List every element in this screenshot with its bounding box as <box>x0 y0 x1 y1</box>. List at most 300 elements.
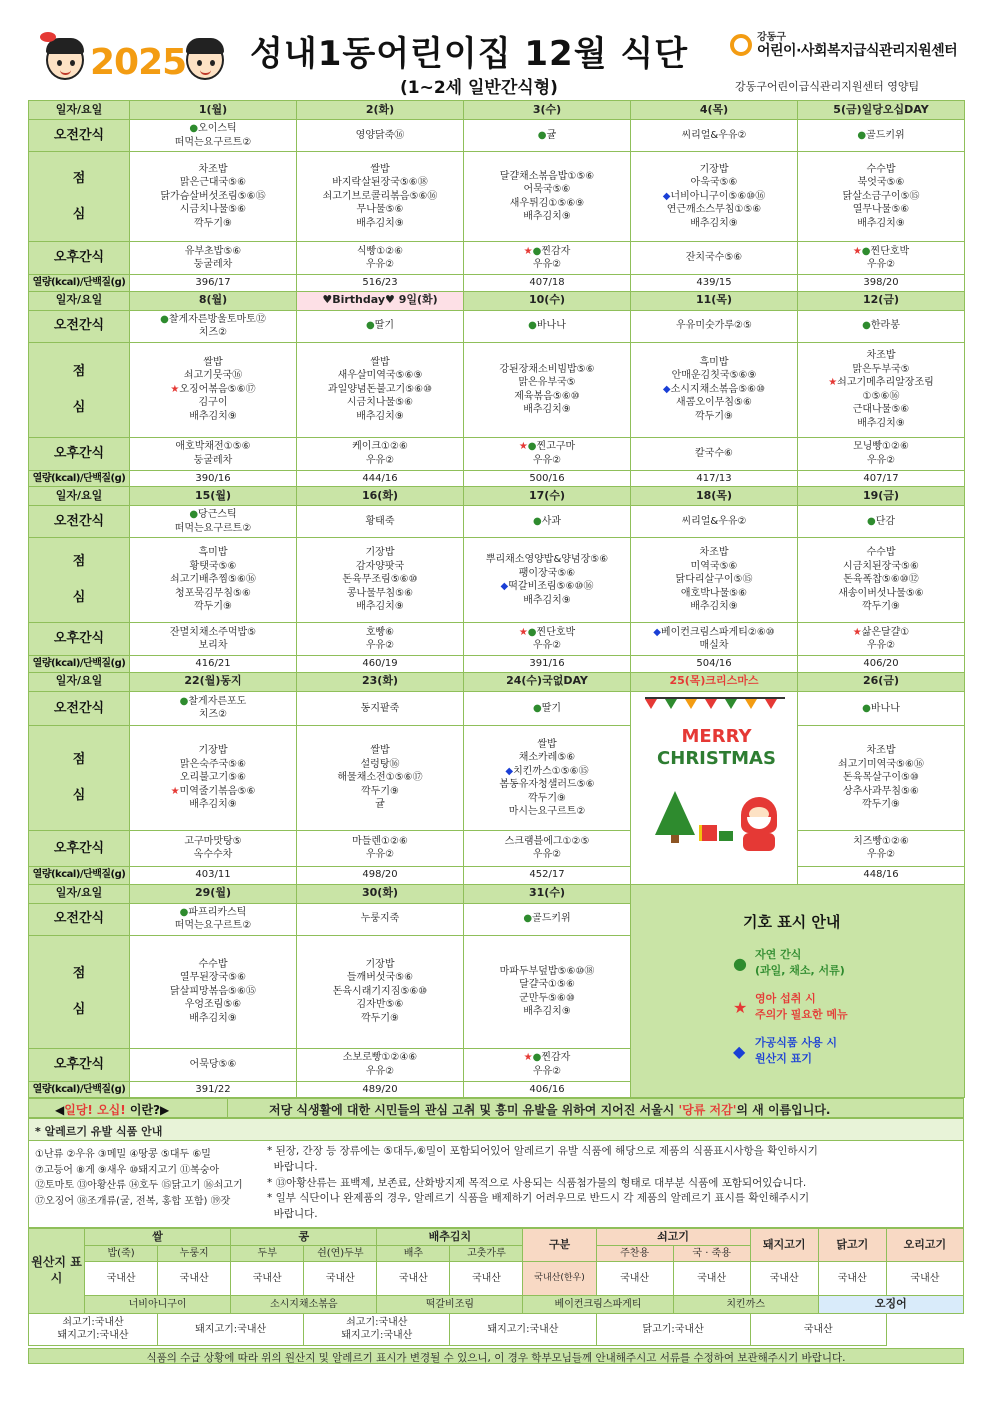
date-label: 일자/요일 <box>29 884 130 903</box>
menu-line: 떠먹는요구르트② <box>174 522 252 534</box>
menu-line: 깍두기⑨ <box>862 601 900 613</box>
menu-line: 떠먹는요구르트② <box>174 920 252 931</box>
menu-line: 기장밥 <box>198 745 228 757</box>
diamond-icon: ◆ <box>662 383 671 395</box>
menu-cell <box>798 506 965 538</box>
menu-line: ●단감 <box>866 515 896 527</box>
lunch-row <box>29 152 965 242</box>
christmas-tree-icon <box>655 791 695 835</box>
kcal-cell: 403/11 <box>130 866 297 884</box>
pm-snack-row <box>29 623 965 656</box>
menu-line: 씨리얼&우유② <box>681 515 747 527</box>
origin-value: 국내산 <box>304 1262 377 1296</box>
menu-line: ★미역줄기볶음⑤⑥ <box>170 785 256 797</box>
menu-line: 돈육시래기지짐⑤⑥⑩ <box>332 985 428 997</box>
origin-line: 쇠고기:국내산 <box>62 1317 124 1329</box>
menu-cell <box>631 152 798 242</box>
menu-cell <box>798 691 965 726</box>
menu-line: 떠먹는요구르트② <box>174 136 252 148</box>
menu-line: 호빵⑥ <box>365 626 395 638</box>
origin-value: 국내산 <box>231 1262 304 1296</box>
menu-line: ●딸기 <box>365 320 395 332</box>
menu-cell <box>631 342 798 437</box>
menu-cell <box>130 242 297 275</box>
menu-cell <box>464 242 631 275</box>
kcal-cell: 407/17 <box>798 470 965 487</box>
legend-box <box>631 884 965 1098</box>
dot-icon: ● <box>160 313 169 325</box>
menu-cell <box>297 538 464 623</box>
menu-line: 새송이버섯나물⑤⑥ <box>838 587 924 599</box>
menu-line: 배추김치⑨ <box>523 211 571 222</box>
menu-line: ●바나나 <box>862 702 900 714</box>
menu-line: 제육볶음⑤⑥⑩ <box>514 390 580 402</box>
star-icon: ★ <box>518 626 528 638</box>
diamond-icon: ◆ <box>505 765 514 777</box>
dot-icon: ● <box>857 129 867 141</box>
menu-line: ★●찐단호박 <box>518 626 576 638</box>
date-cell: 16(화) <box>297 487 464 506</box>
menu-line: 배추김치⑨ <box>356 601 404 613</box>
date-cell: 24(수)국없DAY <box>464 672 631 691</box>
lunch-label <box>29 152 130 242</box>
lunch-label <box>29 538 130 623</box>
date-cell: 17(수) <box>464 487 631 506</box>
kcal-cell: 439/15 <box>631 275 798 292</box>
star-icon: ★ <box>828 377 838 388</box>
menu-line: 배추김치⑨ <box>857 417 905 429</box>
menu-cell <box>798 623 965 656</box>
menu-cell <box>464 538 631 623</box>
menu-cell <box>130 506 297 538</box>
dot-icon: ● <box>532 1052 542 1063</box>
menu-line: 배추김치⑨ <box>189 1012 237 1024</box>
dot-icon: ● <box>179 906 189 918</box>
origin-label: 원산지 표시 <box>29 1229 85 1314</box>
am-label: 오전간식 <box>29 310 130 342</box>
menu-line: ◆떡갈비조림⑤⑥⑩⑯ <box>500 581 594 592</box>
menu-cell <box>297 506 464 538</box>
menu-cell <box>130 310 297 342</box>
origin-item: 소시지채소볶음 <box>231 1296 377 1313</box>
menu-cell <box>798 152 965 242</box>
origin-sub: 국 · 죽용 <box>673 1246 750 1262</box>
origin-value: 국내산 <box>450 1262 523 1296</box>
origin-value: 국내산 <box>750 1262 818 1296</box>
menu-line: ●골드키위 <box>857 129 905 141</box>
menu-line: 돈육폭찹⑤⑥⑩⑫ <box>843 574 919 586</box>
menu-line: 배추김치⑨ <box>356 217 404 229</box>
menu-line: 김자반⑤⑥ <box>356 999 404 1011</box>
allergy-line: ⑫토마토 ⑬아황산류 ⑭호두 ⑮닭고기 ⑯쇠고기 <box>35 1180 243 1191</box>
menu-line: 우유② <box>365 259 395 270</box>
menu-line: 우유② <box>365 1065 395 1077</box>
dot-icon: ● <box>537 129 547 141</box>
menu-line: 시금치나물⑤⑥ <box>179 204 247 216</box>
dot-icon: ● <box>179 695 189 707</box>
menu-cell <box>631 437 798 470</box>
menu-line: 쌀밥 <box>203 356 223 368</box>
origin-value: 국내산 <box>85 1262 158 1296</box>
dot-icon: ● <box>862 320 871 332</box>
menu-line: 차조밥 <box>699 547 729 559</box>
menu-line: ★●찐감자 <box>523 1052 571 1063</box>
menu-line: 마들렌①②⑥ <box>352 835 408 847</box>
menu-line: 보리차 <box>198 640 228 651</box>
origin-sub: 밥(죽) <box>85 1246 158 1262</box>
dot-icon: ● <box>365 320 375 332</box>
origin-line: 쇠고기:국내산 <box>346 1317 408 1329</box>
menu-line: 쇠고기뭇국⑯ <box>183 370 243 382</box>
origin-item-value <box>304 1313 450 1345</box>
kcal-cell: 500/16 <box>464 470 631 487</box>
origin-item-value <box>450 1313 596 1345</box>
menu-line: 우유② <box>866 259 896 270</box>
menu-line: 둥굴레차 <box>193 454 233 466</box>
menu-cell <box>464 1048 631 1081</box>
menu-line: 우유② <box>365 454 395 466</box>
merry-text: MERRY <box>681 725 752 747</box>
menu-line: 닭살소금구이⑤⑮ <box>842 190 920 202</box>
christmas-text: CHRISTMAS <box>657 747 776 769</box>
menu-cell <box>130 120 297 152</box>
menu-cell <box>631 506 798 538</box>
kcal-cell: 390/16 <box>130 470 297 487</box>
origin-line: 닭고기:국내산 <box>642 1323 704 1335</box>
menu-line: 열무된장국⑤⑥ <box>179 972 247 984</box>
menu-line: 배추김치⑨ <box>690 601 738 613</box>
menu-line: ●귤 <box>537 129 557 141</box>
menu-cell <box>130 538 297 623</box>
menu-line: 우유② <box>532 454 562 466</box>
christmas-cell <box>631 691 798 884</box>
lunch-label-1: 점 <box>72 752 86 768</box>
pm-label: 오후간식 <box>29 437 130 470</box>
menu-cell <box>464 623 631 656</box>
menu-line: 씨리얼&우유② <box>681 129 747 141</box>
menu-line: ★오징어볶음⑤⑥⑰ <box>170 383 256 395</box>
menu-line: 마파두부덮밥⑤⑥⑩⑱ <box>499 965 595 977</box>
menu-line: 기장밥 <box>699 163 729 175</box>
dot-icon: ● <box>523 913 533 925</box>
menu-line: 깍두기⑨ <box>695 410 733 422</box>
menu-line: 닭살피망볶음⑤⑥⑮ <box>170 985 256 997</box>
menu-line: 차조밥 <box>198 163 228 175</box>
menu-cell <box>297 152 464 242</box>
lunch-label-2: 심 <box>72 206 86 222</box>
menu-cell <box>464 342 631 437</box>
menu-cell <box>464 152 631 242</box>
diamond-icon: ◆ <box>500 581 509 592</box>
am-snack-row <box>29 506 965 538</box>
origin-item-value <box>596 1313 750 1345</box>
menu-line: ★●찐단호박 <box>852 245 910 257</box>
legend-text: (과일, 채소, 서류) <box>755 963 845 977</box>
origin-value: 국내산 <box>673 1262 750 1296</box>
menu-cell <box>130 342 297 437</box>
page-header <box>0 0 992 100</box>
allergy-title: * 알레르기 유발 식품 안내 <box>29 1119 963 1141</box>
menu-line: 우유② <box>532 849 562 861</box>
kcal-cell: 391/22 <box>130 1081 297 1098</box>
menu-line: 채소카레⑤⑥ <box>518 752 576 764</box>
origin-group: 쌀 <box>85 1229 231 1246</box>
menu-line: 새우튀김①⑤⑥⑨ <box>509 197 585 209</box>
footer-note: 식품의 수급 상황에 따라 위의 원산지 및 알레르기 표시가 변경될 수 있으니, 이 경우 학부모님들께 안내해주시고 서류를 수정하여 보관해주시기 바랍니다. <box>28 1348 964 1364</box>
ilsang-banner <box>28 1098 964 1118</box>
origin-line: 돼지고기:국내산 <box>195 1323 267 1335</box>
date-row <box>29 487 965 506</box>
date-row <box>29 884 965 903</box>
menu-line: ●찰게자른포도 <box>179 695 247 707</box>
menu-cell <box>297 242 464 275</box>
menu-cell <box>464 935 631 1048</box>
menu-cell <box>631 538 798 623</box>
menu-line: 깍두기⑨ <box>361 785 399 797</box>
menu-line: ★쇠고기메추리알장조림 <box>828 377 934 388</box>
kcal-label: 열량(kcal)/단백질(g) <box>29 1081 130 1098</box>
menu-line: 배추김치⑨ <box>857 217 905 229</box>
allergy-note: 바랍니다. <box>267 1208 318 1220</box>
menu-line: 새우살미역국⑤⑥⑨ <box>337 370 423 382</box>
menu-cell <box>297 342 464 437</box>
menu-line: 고구마맛탕⑤ <box>184 835 242 847</box>
menu-line: 우유② <box>866 849 896 861</box>
legend-text: 가공식품 사용 시 <box>755 1035 838 1049</box>
menu-line: 우유② <box>866 640 896 651</box>
menu-cell <box>631 623 798 656</box>
menu-line: 기장밥 <box>365 958 395 970</box>
date-cell: 30(화) <box>297 884 464 903</box>
dot-icon: ● <box>866 515 876 527</box>
menu-line: 근대나물⑤⑥ <box>852 404 910 415</box>
menu-cell <box>798 310 965 342</box>
lunch-label-2: 심 <box>72 788 86 804</box>
kcal-row <box>29 866 965 884</box>
meal-plan-table <box>28 100 965 1098</box>
date-row <box>29 101 965 120</box>
menu-line: 돈육목살구이⑤⑩ <box>843 772 919 784</box>
menu-line: 깍두기⑨ <box>194 217 232 229</box>
origin-table <box>28 1228 964 1346</box>
kcal-cell: 391/16 <box>464 656 631 673</box>
menu-cell <box>464 310 631 342</box>
date-cell: 15(월) <box>130 487 297 506</box>
star-icon: ★ <box>523 1052 533 1063</box>
dot-icon: ● <box>532 245 542 257</box>
lunch-label <box>29 342 130 437</box>
origin-sub: 배추 <box>377 1246 450 1262</box>
origin-group: 콩 <box>231 1229 377 1246</box>
org-logo-icon <box>730 34 752 56</box>
origin-sub: 쉰(연)두부 <box>304 1246 377 1262</box>
menu-line: 미역국⑤⑥ <box>690 560 738 572</box>
star-icon: ★ <box>852 626 862 638</box>
origin-item: 치킨까스 <box>673 1296 818 1313</box>
origin-item: 오징어 <box>818 1296 963 1313</box>
ilsang-question: ◀일당! 오십! 이란?▶ <box>55 1103 170 1117</box>
menu-line: 새콤오이무침⑤⑥ <box>676 397 752 409</box>
origin-value: 국내산 <box>377 1262 450 1296</box>
kcal-cell: 406/20 <box>798 656 965 673</box>
lunch-label-1: 점 <box>72 554 86 570</box>
menu-line: 연근깨소스무침①⑤⑥ <box>666 204 762 216</box>
menu-line: 과일양념돈불고기⑤⑥⑩ <box>327 383 433 395</box>
menu-line: 설렁탕⑯ <box>360 758 400 770</box>
menu-line: 깍두기⑨ <box>528 792 566 804</box>
menu-line: ★삶은달걀① <box>852 626 910 638</box>
menu-line: 케이크①②⑥ <box>352 441 408 452</box>
kcal-cell: 417/13 <box>631 470 798 487</box>
menu-line: 상추사과무침⑤⑥ <box>843 785 919 797</box>
menu-cell <box>130 830 297 866</box>
menu-cell <box>297 1048 464 1081</box>
kcal-row <box>29 470 965 487</box>
menu-cell <box>798 242 965 275</box>
menu-line: 황탯국⑤⑥ <box>189 560 237 572</box>
boy-mascot-icon <box>186 40 224 80</box>
date-cell: 26(금) <box>798 672 965 691</box>
origin-group: 구분 <box>523 1229 596 1262</box>
dot-icon: ● <box>527 626 537 638</box>
girl-mascot-icon <box>46 40 84 80</box>
star-icon: ★ <box>170 785 180 797</box>
origin-value: 국내산 <box>596 1262 673 1296</box>
origin-sub: 누룽지 <box>158 1246 231 1262</box>
origin-value: 국내산(한우) <box>523 1262 596 1296</box>
kcal-cell: 489/20 <box>297 1081 464 1098</box>
kcal-row <box>29 275 965 292</box>
origin-line: 돼지고기:국내산 <box>487 1323 559 1335</box>
allergy-list <box>35 1147 261 1209</box>
kcal-label: 열량(kcal)/단백질(g) <box>29 470 130 487</box>
origin-item-value <box>29 1313 158 1345</box>
allergy-line: ①난류 ②우유 ③메밀 ④땅콩 ⑤대두 ⑥밀 <box>35 1149 211 1160</box>
menu-line: 잔치국수⑤⑥ <box>685 252 743 264</box>
origin-line: 돼지고기:국내산 <box>57 1330 129 1342</box>
date-cell: 10(수) <box>464 291 631 310</box>
santa-icon <box>741 797 777 833</box>
menu-line: 유부초밥⑤⑥ <box>184 245 242 257</box>
menu-line: 쌀밥 <box>370 163 390 175</box>
dot-icon: ● <box>861 245 871 257</box>
menu-cell <box>297 623 464 656</box>
origin-line: 국내산 <box>803 1323 833 1335</box>
menu-line: 강된장채소비빔밥⑤⑥ <box>499 363 595 375</box>
origin-value: 국내산 <box>886 1262 963 1296</box>
star-icon: ★ <box>170 383 180 395</box>
lunch-row <box>29 538 965 623</box>
origin-sub: 주찬용 <box>596 1246 673 1262</box>
menu-line: 쌀밥 <box>537 738 557 750</box>
menu-cell <box>297 310 464 342</box>
menu-line: 차조밥 <box>866 350 896 361</box>
menu-cell <box>464 691 631 726</box>
menu-line: 아욱국⑤⑥ <box>690 177 738 189</box>
menu-line: 맑은두부국⑤ <box>852 363 910 375</box>
ilsang-answer: 저당 식생활에 대한 시민들의 관심 고취 및 흥미 유발을 위하여 지어진 서울시 '당류 저감'의 새 이름입니다. <box>269 1103 831 1117</box>
menu-line: 소보로빵①②④⑥ <box>342 1052 418 1063</box>
menu-line: 뿌리채소영양밥&양념장⑤⑥ <box>485 554 609 565</box>
gift-icon <box>699 825 717 841</box>
date-cell: 4(목) <box>631 101 798 120</box>
menu-line: 돈육무조림⑤⑥⑩ <box>342 574 418 586</box>
star-icon: ★ <box>518 441 528 452</box>
menu-cell <box>130 691 297 726</box>
dot-icon: ● <box>862 702 871 714</box>
date-cell: 8(월) <box>130 291 297 310</box>
lunch-row <box>29 726 965 831</box>
menu-cell <box>297 830 464 866</box>
date-cell: ♥Birthday♥ 9일(화) <box>297 291 464 310</box>
date-cell: 2(화) <box>297 101 464 120</box>
origin-value: 국내산 <box>158 1262 231 1296</box>
date-label: 일자/요일 <box>29 487 130 506</box>
origin-item-value <box>750 1313 886 1345</box>
diamond-icon: ◆ <box>653 626 661 638</box>
menu-cell <box>798 726 965 831</box>
menu-line: 콩나물무침⑤⑥ <box>346 587 414 599</box>
menu-line: ●찰게자른방울토마토⑫ <box>160 313 266 325</box>
menu-line: 안매운김칫국⑤⑥⑨ <box>671 370 757 382</box>
menu-cell <box>297 935 464 1048</box>
menu-line: ●바나나 <box>528 320 566 332</box>
date-cell: 11(목) <box>631 291 798 310</box>
star-icon: ★ <box>523 245 533 257</box>
menu-cell <box>130 726 297 831</box>
origin-item: 너비아니구이 <box>85 1296 231 1313</box>
origin-sub: 두부 <box>231 1246 304 1262</box>
menu-cell <box>464 120 631 152</box>
menu-cell <box>130 1048 297 1081</box>
menu-cell <box>297 726 464 831</box>
dot-icon: ● <box>189 509 199 520</box>
menu-line: ●골드키위 <box>523 913 571 925</box>
menu-line: 애호박채전①⑤⑥ <box>175 441 251 452</box>
menu-line: 달걀국①⑤⑥ <box>519 979 575 990</box>
dot-icon: ● <box>189 123 199 134</box>
allergy-line: ⑦고등어 ⑧게 ⑨새우 ⑩돼지고기 ⑪복숭아 <box>35 1164 220 1176</box>
legend-title: 기호 표시 안내 <box>743 912 841 931</box>
menu-line: ◆소시지채소볶음⑤⑥⑩ <box>662 383 766 395</box>
menu-line: 북엇국⑤⑥ <box>857 177 905 189</box>
allergy-note: 바랍니다. <box>267 1160 318 1173</box>
kcal-cell: 498/20 <box>297 866 464 884</box>
menu-line: 우유② <box>866 454 896 466</box>
menu-line: ①⑤⑥⑯ <box>862 390 900 402</box>
menu-line: 흑미밥 <box>198 547 228 559</box>
menu-line: 우엉조림⑤⑥ <box>184 999 242 1011</box>
menu-cell <box>130 623 297 656</box>
dot-icon: ● <box>733 953 747 973</box>
team-name: 강동구어린이급식관리지원센터 영양팀 <box>735 80 920 93</box>
bunting-icon <box>645 697 785 711</box>
legend-text: 원산지 표기 <box>755 1051 812 1065</box>
menu-line: 어묵국⑤⑥ <box>523 184 571 195</box>
lunch-label-1: 점 <box>72 363 86 379</box>
date-row <box>29 291 965 310</box>
allergy-notes <box>267 1144 957 1223</box>
menu-cell <box>798 342 965 437</box>
origin-group: 닭고기 <box>818 1229 886 1262</box>
lunch-label <box>29 726 130 831</box>
legend-text: 자연 간식 <box>755 947 802 961</box>
dot-icon: ● <box>528 320 537 332</box>
menu-line: 우유② <box>532 1065 562 1077</box>
kcal-cell: 504/16 <box>631 656 798 673</box>
menu-line: 우유② <box>365 640 395 651</box>
pm-snack-row <box>29 242 965 275</box>
